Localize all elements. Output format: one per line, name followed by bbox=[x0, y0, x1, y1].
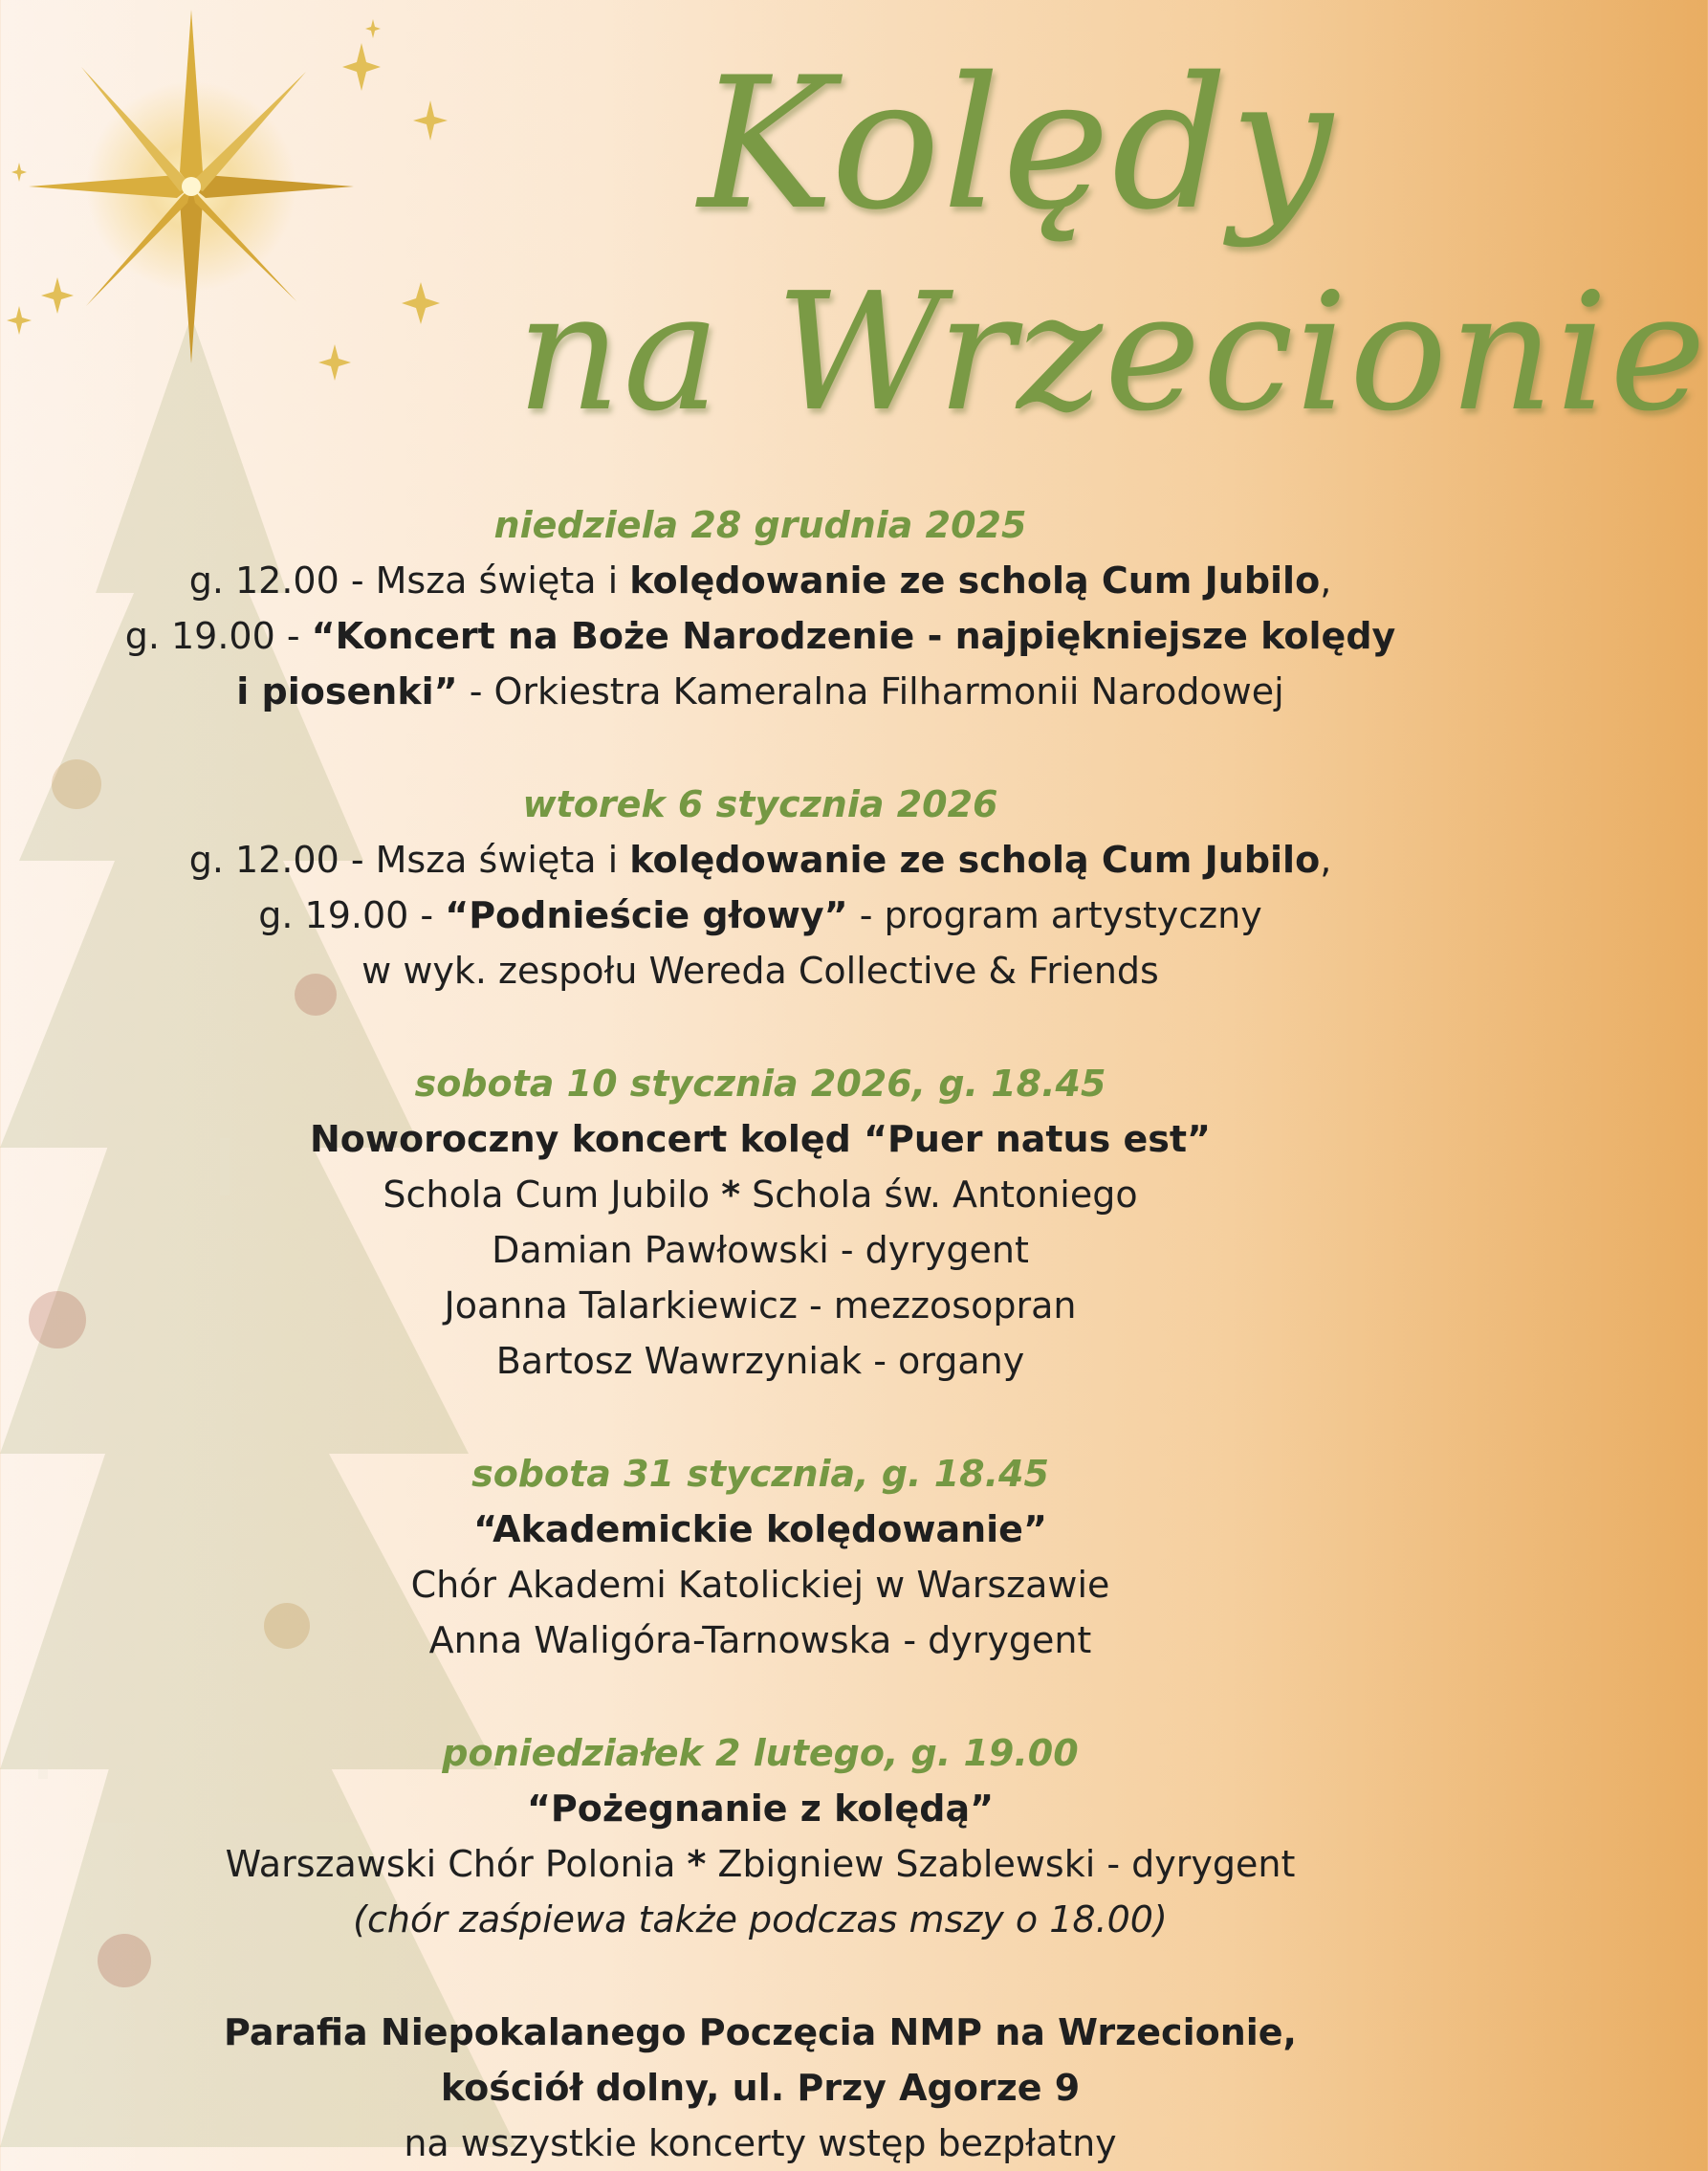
event-line bbox=[77, 832, 1444, 888]
event-line bbox=[77, 888, 1444, 943]
event-block bbox=[77, 1446, 1444, 1668]
event-text: Zbigniew Szablewski - dyrygent bbox=[706, 1843, 1296, 1885]
event-text: , bbox=[1320, 559, 1332, 602]
title-block bbox=[0, 0, 1708, 497]
event-block bbox=[77, 1056, 1444, 1389]
event-date: poniedziałek 2 lutego, g. 19.00 bbox=[442, 1732, 1079, 1774]
event-text: * bbox=[687, 1843, 707, 1885]
event-line bbox=[77, 943, 1444, 998]
event-text: “Pożegnanie z kolędą” bbox=[526, 1787, 995, 1830]
event-date: sobota 10 stycznia 2026, g. 18.45 bbox=[414, 1063, 1106, 1105]
event-text: - Orkiestra Kameralna Filharmonii Narodowej bbox=[457, 670, 1284, 713]
event-date: wtorek 6 stycznia 2026 bbox=[522, 783, 998, 825]
event-text: (chór zaśpiewa także podczas mszy o 18.00) bbox=[353, 1898, 1168, 1941]
event-line bbox=[77, 1167, 1444, 1222]
event-block bbox=[77, 497, 1444, 719]
event-text: g. 19.00 - bbox=[124, 615, 312, 657]
event-line bbox=[77, 1781, 1444, 1836]
event-line bbox=[77, 1111, 1444, 1167]
event-text: kolędowanie ze scholą Cum Jubilo bbox=[629, 839, 1321, 881]
event-text: Chór Akademi Katolickiej w Warszawie bbox=[410, 1564, 1110, 1606]
event-line bbox=[77, 1836, 1444, 1892]
event-line bbox=[77, 1892, 1444, 1947]
program-content bbox=[77, 497, 1444, 2171]
event-text: g. 12.00 - Msza święta i bbox=[188, 839, 630, 881]
event-line bbox=[77, 553, 1444, 608]
event-text: - program artystyczny bbox=[847, 894, 1262, 936]
event-text: Joanna Talarkiewicz - mezzosopran bbox=[444, 1284, 1077, 1327]
event-text: Schola Cum Jubilo bbox=[383, 1173, 722, 1216]
event-block bbox=[77, 1725, 1444, 1947]
event-text: Anna Waligóra-Tarnowska - dyrygent bbox=[428, 1619, 1092, 1661]
event-text: Damian Pawłowski - dyrygent bbox=[492, 1229, 1029, 1271]
event-text: , bbox=[1320, 839, 1332, 881]
event-text: * bbox=[721, 1173, 741, 1216]
event-line bbox=[77, 664, 1444, 719]
footer-line2: kościół dolny, ul. Przy Agorze 9 bbox=[440, 2067, 1081, 2109]
event-text: Noworoczny koncert kolęd “Puer natus est” bbox=[309, 1118, 1211, 1160]
event-date: sobota 31 stycznia, g. 18.45 bbox=[471, 1453, 1049, 1495]
title-line-2: na Wrzecionie bbox=[516, 258, 1708, 448]
footer-line3: na wszystkie koncerty wstęp bezpłatny bbox=[404, 2122, 1117, 2164]
event-text: “Podnieście głowy” bbox=[445, 894, 848, 936]
event-text: “Akademickie kolędowanie” bbox=[473, 1508, 1047, 1550]
event-line bbox=[77, 1612, 1444, 1668]
event-text: w wyk. zespołu Wereda Collective & Friends bbox=[361, 950, 1159, 992]
footer-block bbox=[77, 2005, 1444, 2171]
event-text: “Koncert na Boże Narodzenie - najpiękniejsze kolędy bbox=[311, 615, 1396, 657]
event-block bbox=[77, 777, 1444, 998]
event-date: niedziela 28 grudnia 2025 bbox=[493, 504, 1027, 546]
title-line-1: Kolędy bbox=[698, 38, 1335, 250]
event-text: g. 19.00 - bbox=[258, 894, 446, 936]
event-line bbox=[77, 1333, 1444, 1389]
event-line bbox=[77, 1557, 1444, 1612]
event-text: i piosenki” bbox=[236, 670, 458, 713]
event-line bbox=[77, 608, 1444, 664]
event-text: g. 12.00 - Msza święta i bbox=[188, 559, 630, 602]
event-text: Schola św. Antoniego bbox=[740, 1173, 1138, 1216]
event-text: Bartosz Wawrzyniak - organy bbox=[495, 1340, 1025, 1382]
event-text: kolędowanie ze scholą Cum Jubilo bbox=[629, 559, 1321, 602]
event-line bbox=[77, 1502, 1444, 1557]
event-line bbox=[77, 1222, 1444, 1278]
footer-line1: Parafia Niepokalanego Poczęcia NMP na Wrzecionie, bbox=[224, 2011, 1297, 2053]
event-text: Warszawski Chór Polonia bbox=[225, 1843, 688, 1885]
event-line bbox=[77, 1278, 1444, 1333]
